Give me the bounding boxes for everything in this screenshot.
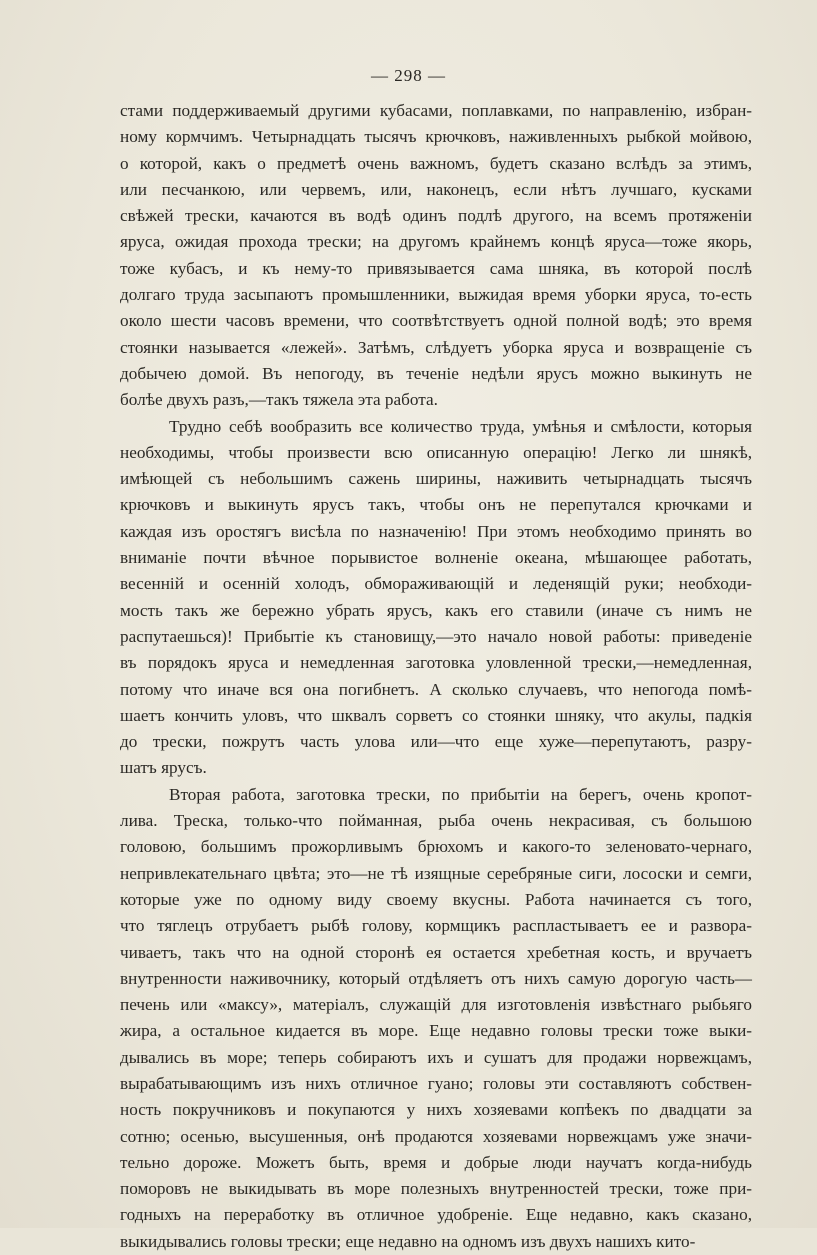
page-number: — 298 —: [371, 66, 446, 85]
text-line: весенній и осенній холодъ, обмораживающій и леденящій руки; необходи-: [120, 574, 752, 594]
text-line: дывались въ море; теперь собираютъ ихъ и сушатъ для продажи норвежцамъ,: [120, 1047, 752, 1067]
text-line: чиваетъ, такъ что на одной сторонѣ ея остается хребетная кость, и вручаетъ: [120, 942, 752, 962]
text-line: крючковъ и выкинуть ярусъ такъ, чтобы онъ не перепутался крючками и: [120, 495, 752, 515]
text-line: что тяглецъ отрубаетъ рыбѣ голову, кормщикъ распластываетъ ее и развора-: [120, 916, 752, 936]
text-line: стоянки называется «лежей». Затѣмъ, слѣдуетъ уборка яруса и возвращеніе съ: [120, 337, 752, 357]
text-line: выкидывались головы трески; еще недавно на одномъ изъ двухъ нашихъ кито-: [120, 1231, 696, 1251]
text-line: тоже кубасъ, и къ нему-то привязывается сама шняка, въ которой послѣ: [120, 258, 752, 278]
text-line: имѣющей съ небольшимъ сажень ширины, наживить четырнадцать тысячъ: [120, 469, 752, 489]
text-line: ность покручниковъ и покупаются у нихъ хозяевами копѣекъ по двадцати за: [120, 1100, 752, 1120]
text-line: около шести часовъ времени, что соотвѣтствуетъ одной полной водѣ; это время: [120, 311, 752, 331]
text-line: необходимы, чтобы произвести всю описанную операцію! Легко ли шнякѣ,: [120, 442, 752, 462]
text-line: головою, большимъ прожорливымъ брюхомъ и какого-то зеленовато-чернаго,: [120, 837, 752, 857]
text-line: сотню; осенью, высушенныя, онѣ продаются хозяевами норвежцамъ уже значи-: [120, 1126, 752, 1146]
text-line: до трески, пожрутъ часть улова или—что еще хуже—перепутаютъ, разру-: [120, 732, 752, 752]
text-line: лива. Треска, только-что пойманная, рыба очень некрасивая, съ большою: [120, 811, 752, 831]
text-line: ному кормчимъ. Четырнадцать тысячъ крючковъ, наживленныхъ рыбкой мойвою,: [120, 127, 752, 147]
text-line: каждая изъ оростягъ висѣла по назначенію! При этомъ необходимо принять во: [120, 521, 752, 541]
text-line: свѣжей трески, качаются въ водѣ одинъ подлѣ другого, на всемъ протяженіи: [120, 206, 752, 226]
body-text: [120, 98, 752, 1255]
text-line: непривлекательнаго цвѣта; это—не тѣ изящные серебряные сиги, лососки и семги,: [120, 863, 752, 883]
text-line: шаетъ кончить уловъ, что шквалъ сорветъ со стоянки шняку, что акулы, падкія: [120, 705, 752, 725]
text-line: внутренности наживочнику, который отдѣляетъ отъ нихъ самую дорогую часть—: [120, 968, 752, 988]
text-line: тельно дороже. Можетъ быть, время и добрые люди научатъ когда-нибудь: [120, 1152, 752, 1172]
text-line: Вторая работа, заготовка трески, по прибытіи на берегъ, очень кропот-: [169, 784, 752, 804]
text-line: или песчанкою, или червемъ, или, наконецъ, если нѣтъ лучшаго, кусками: [120, 179, 752, 199]
text-line: яруса, ожидая прохода трески; на другомъ крайнемъ концѣ яруса—тоже якорь,: [120, 232, 752, 252]
text-line: годныхъ на переработку въ отличное удобреніе. Еще недавно, какъ сказано,: [120, 1205, 752, 1225]
text-line: стами поддерживаемый другими кубасами, поплавками, по направленію, избран-: [120, 101, 752, 120]
text-line: вырабатывающимъ изъ нихъ отличное гуано; головы эти составляютъ собствен-: [120, 1073, 752, 1093]
text-line: болѣе двухъ разъ,—такъ тяжела эта работа.: [120, 390, 438, 410]
text-line: добычею домой. Въ непогоду, въ теченіе недѣли ярусъ можно выкинуть не: [120, 363, 752, 383]
text-line: въ порядокъ яруса и немедленная заготовка уловленной трески,—немедленная,: [120, 653, 752, 673]
text-line: распутаешься)! Прибытіе къ становищу,—это начало новой работы: приведеніе: [120, 626, 752, 646]
text-line: вниманіе почти вѣчное порывистое волненіе океана, мѣшающее работать,: [120, 548, 752, 568]
text-line: печень или «максу», матеріалъ, служащій для изготовленія извѣстнаго рыбьяго: [120, 995, 752, 1015]
text-line: Трудно себѣ вообразить все количество труда, умѣнья и смѣлости, которыя: [169, 416, 752, 436]
text-line: о которой, какъ о предметѣ очень важномъ, будетъ сказано вслѣдъ за этимъ,: [120, 153, 752, 173]
text-line: жира, а остальное кидается въ море. Еще недавно головы трески тоже выки-: [120, 1021, 752, 1041]
text-line: шатъ ярусъ.: [120, 758, 207, 778]
text-line: потому что иначе вся она погибнетъ. А сколько случаевъ, что непогода помѣ-: [120, 679, 752, 699]
text-line: которые уже по одному виду своему вкусны. Работа начинается съ того,: [120, 889, 752, 909]
text-line: поморовъ не выкидывать въ море полезныхъ внутренностей трески, тоже при-: [120, 1179, 752, 1199]
text-line: долгаго труда засыпаютъ промышленники, выжидая время уборки яруса, то-есть: [120, 285, 752, 305]
text-line: мость такъ же бережно убрать ярусъ, какъ его ставили (иначе съ нимъ не: [120, 600, 752, 620]
